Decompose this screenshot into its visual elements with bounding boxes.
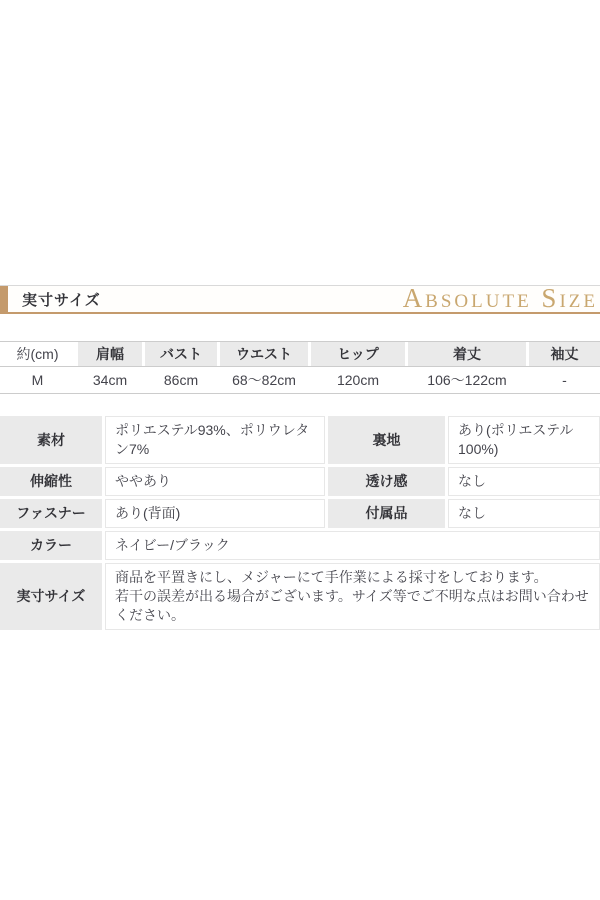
spec-label-color: カラー — [0, 531, 102, 560]
size-unit-label: 約(cm) — [0, 342, 75, 366]
brand-logo-text: Absolute Size — [402, 282, 598, 313]
size-value-length: 106〜122cm — [427, 372, 507, 388]
section-header-bar — [0, 282, 600, 314]
measurement-note-line1: 商品を平置きにし、メジャーにて手作業による採寸をしております。 — [115, 569, 548, 585]
spec-label-sheerness: 透け感 — [328, 467, 445, 496]
gold-accent-bar — [0, 286, 8, 312]
spec-value-sheerness: なし — [448, 467, 600, 496]
measurement-note-line2: 若干の誤差が出る場合がございます。サイズ等でご不明な点はお問い合わせください。 — [115, 588, 589, 623]
spec-value-color: ネイビー/ブラック — [105, 531, 600, 560]
spec-label-material: 素材 — [0, 416, 102, 464]
spec-value-fastener: あり(背面) — [105, 499, 325, 528]
spec-label-fastener: ファスナー — [0, 499, 102, 528]
size-value-size-name: M — [31, 372, 44, 388]
size-table-data-row — [0, 367, 600, 394]
size-col-bust: バスト — [145, 342, 217, 366]
size-col-hip: ヒップ — [311, 342, 405, 366]
size-value-hip: 120cm — [336, 372, 380, 388]
spec-value-lining: あり(ポリエステル100%) — [448, 416, 600, 464]
size-value-bust: 86cm — [163, 372, 199, 388]
spec-value-accessories: なし — [448, 499, 600, 528]
size-table — [0, 341, 600, 394]
size-col-length: 着丈 — [408, 342, 526, 366]
size-col-sleeve: 袖丈 — [529, 342, 600, 366]
product-size-section — [0, 282, 600, 630]
spec-value-measurement-note — [105, 563, 600, 630]
size-col-waist: ウエスト — [220, 342, 308, 366]
spec-label-accessories: 付属品 — [328, 499, 445, 528]
size-col-shoulder: 肩幅 — [78, 342, 142, 366]
spec-label-lining: 裏地 — [328, 416, 445, 464]
size-value-waist: 68〜82cm — [232, 372, 296, 388]
size-table-header-row — [0, 341, 600, 367]
spec-value-material: ポリエステル93%、ポリウレタン7% — [105, 416, 325, 464]
section-title: 実寸サイズ — [22, 291, 101, 309]
spec-label-measurement-note: 実寸サイズ — [0, 563, 102, 630]
spec-label-stretch: 伸縮性 — [0, 467, 102, 496]
spec-value-stretch: ややあり — [105, 467, 325, 496]
size-value-shoulder: 34cm — [92, 372, 128, 388]
spec-table — [0, 416, 600, 630]
size-value-sleeve: - — [562, 372, 567, 388]
